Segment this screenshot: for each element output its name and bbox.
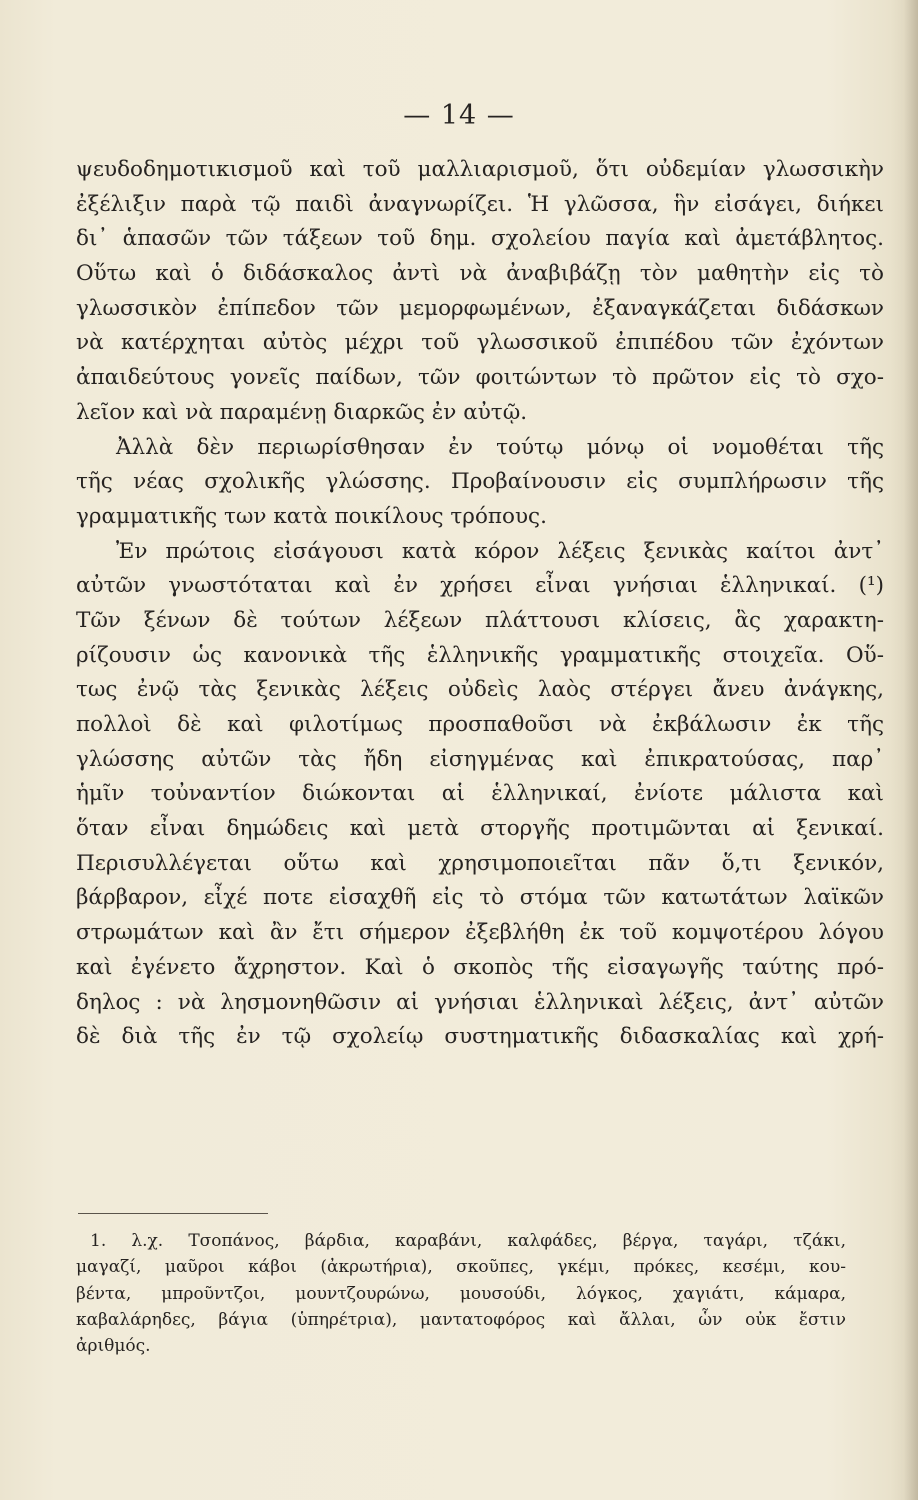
body-line: στρωμάτων καὶ ἂν ἔτι σήμερον ἐξεβλήθη ἐκ τοῦ κομψοτέρου λόγου	[76, 920, 884, 946]
body-line: Τῶν ξένων δὲ τούτων λέξεων πλάττουσι κλίσεις, ἃς χαρακτη-	[76, 607, 884, 633]
body-line: δὲ διὰ τῆς ἐν τῷ σχολείῳ συστηματικῆς διδασκαλίας καὶ χρή-	[76, 1024, 884, 1050]
footnote-line: βέντα, μπροῦντζοι, μουντζουρώνω, μουσούδι, λόγκος, χαγιάτι, κάμαρα,	[76, 1283, 846, 1304]
page-edge-shadow	[904, 0, 918, 1500]
footnotes	[76, 1228, 846, 1359]
body-line: τως ἐνῷ τὰς ξενικὰς λέξεις οὐδεὶς λαὸς στέργει ἄνευ ἀνάγκης,	[76, 677, 884, 703]
body-line: τῆς νέας σχολικῆς γλώσσης. Προβαίνουσιν εἰς συμπλήρωσιν τῆς	[76, 469, 884, 495]
body-line: ἡμῖν τοὐναντίον διώκονται αἱ ἑλληνικαί, ἐνίοτε μάλιστα καὶ	[76, 781, 884, 807]
footnote-line: καβαλάρηδες, βάγια (ὑπηρέτρια), μαντατοφόρος καὶ ἄλλαι, ὧν οὐκ ἔστιν	[76, 1309, 846, 1330]
body-line: αὐτῶν γνωστόταται καὶ ἐν χρήσει εἶναι γνήσιαι ἑλληνικαί. (¹)	[76, 573, 884, 599]
body-line: γλώσσης αὐτῶν τὰς ἤδη εἰσηγμένας καὶ ἐπικρατούσας, παρ᾽	[76, 746, 884, 772]
body-line: πολλοὶ δὲ καὶ φιλοτίμως προσπαθοῦσι νὰ ἐκβάλωσιν ἐκ τῆς	[76, 712, 884, 737]
body-line: ρίζουσιν ὡς κανονικὰ τῆς ἑλληνικῆς γραμματικῆς στοιχεῖα. Οὕ-	[76, 642, 884, 668]
footnote-divider	[78, 1213, 268, 1214]
footnote-line: ἀριθμός.	[76, 1336, 151, 1357]
body-line: ψευδοδημοτικισμοῦ καὶ τοῦ μαλλιαρισμοῦ, ὅτι οὐδεμίαν γλωσσικὴν	[76, 157, 884, 182]
body-line: γλωσσικὸν ἐπίπεδον τῶν μεμορφωμένων, ἐξαναγκάζεται διδάσκων	[76, 295, 884, 321]
body-line: νὰ κατέρχηται αὐτὸς μέχρι τοῦ γλωσσικοῦ ἐπιπέδου τῶν ἐχόντων	[76, 330, 884, 356]
body-line: ὅταν εἶναι δημώδεις καὶ μετὰ στοργῆς προτιμῶνται αἱ ξενικαί.	[76, 816, 884, 842]
body-text	[76, 153, 884, 1055]
body-line: Ἀλλὰ δὲν περιωρίσθησαν ἐν τούτῳ μόνῳ οἱ νομοθέται τῆς	[116, 434, 884, 460]
body-line: ἀπαιδεύτους γονεῖς παίδων, τῶν φοιτώντων τὸ πρῶτον εἰς τὸ σχο-	[76, 365, 884, 391]
footnote-line: 1. λ.χ. Τσοπάνος, βάρδια, καραβάνι, καλφάδες, βέργα, ταγάρι, τζάκι,	[90, 1231, 846, 1251]
body-line: καὶ ἐγένετο ἄχρηστον. Καὶ ὁ σκοπὸς τῆς εἰσαγωγῆς ταύτης πρό-	[76, 954, 884, 980]
body-line: ἐξέλιξιν παρὰ τῷ παιδὶ ἀναγνωρίζει. Ἡ γλῶσσα, ἣν εἰσάγει, διήκει	[76, 191, 884, 217]
footnote-line: μαγαζί, μαῦροι κάβοι (ἀκρωτήρια), σκοῦπες, γκέμι, πρόκες, κεσέμι, κου-	[76, 1257, 846, 1278]
body-line: βάρβαρον, εἶχέ ποτε εἰσαχθῆ εἰς τὸ στόμα τῶν κατωτάτων λαϊκῶν	[76, 885, 884, 911]
body-line: γραμματικῆς των κατὰ ποικίλους τρόπους.	[76, 503, 547, 529]
body-line: Οὕτω καὶ ὁ διδάσκαλος ἀντὶ νὰ ἀναβιβάζῃ τὸν μαθητὴν εἰς τὸ	[76, 261, 884, 287]
body-line: Ἐν πρώτοις εἰσάγουσι κατὰ κόρον λέξεις ξενικὰς καίτοι ἀντ᾽	[116, 538, 884, 564]
page-number: — 14 —	[403, 100, 515, 131]
body-line: δηλος : νὰ λησμονηθῶσιν αἱ γνήσιαι ἑλληνικαὶ λέξεις, ἀντ᾽ αὐτῶν	[76, 989, 884, 1015]
body-line: λεῖον καὶ νὰ παραμένῃ διαρκῶς ἐν αὐτῷ.	[76, 399, 528, 425]
body-line: Περισυλλέγεται οὕτω καὶ χρησιμοποιεῖται πᾶν ὅ,τι ξενικόν,	[76, 850, 884, 876]
body-line: δι᾽ ἁπασῶν τῶν τάξεων τοῦ δημ. σχολείου παγία καὶ ἀμετάβλητος.	[76, 226, 884, 252]
